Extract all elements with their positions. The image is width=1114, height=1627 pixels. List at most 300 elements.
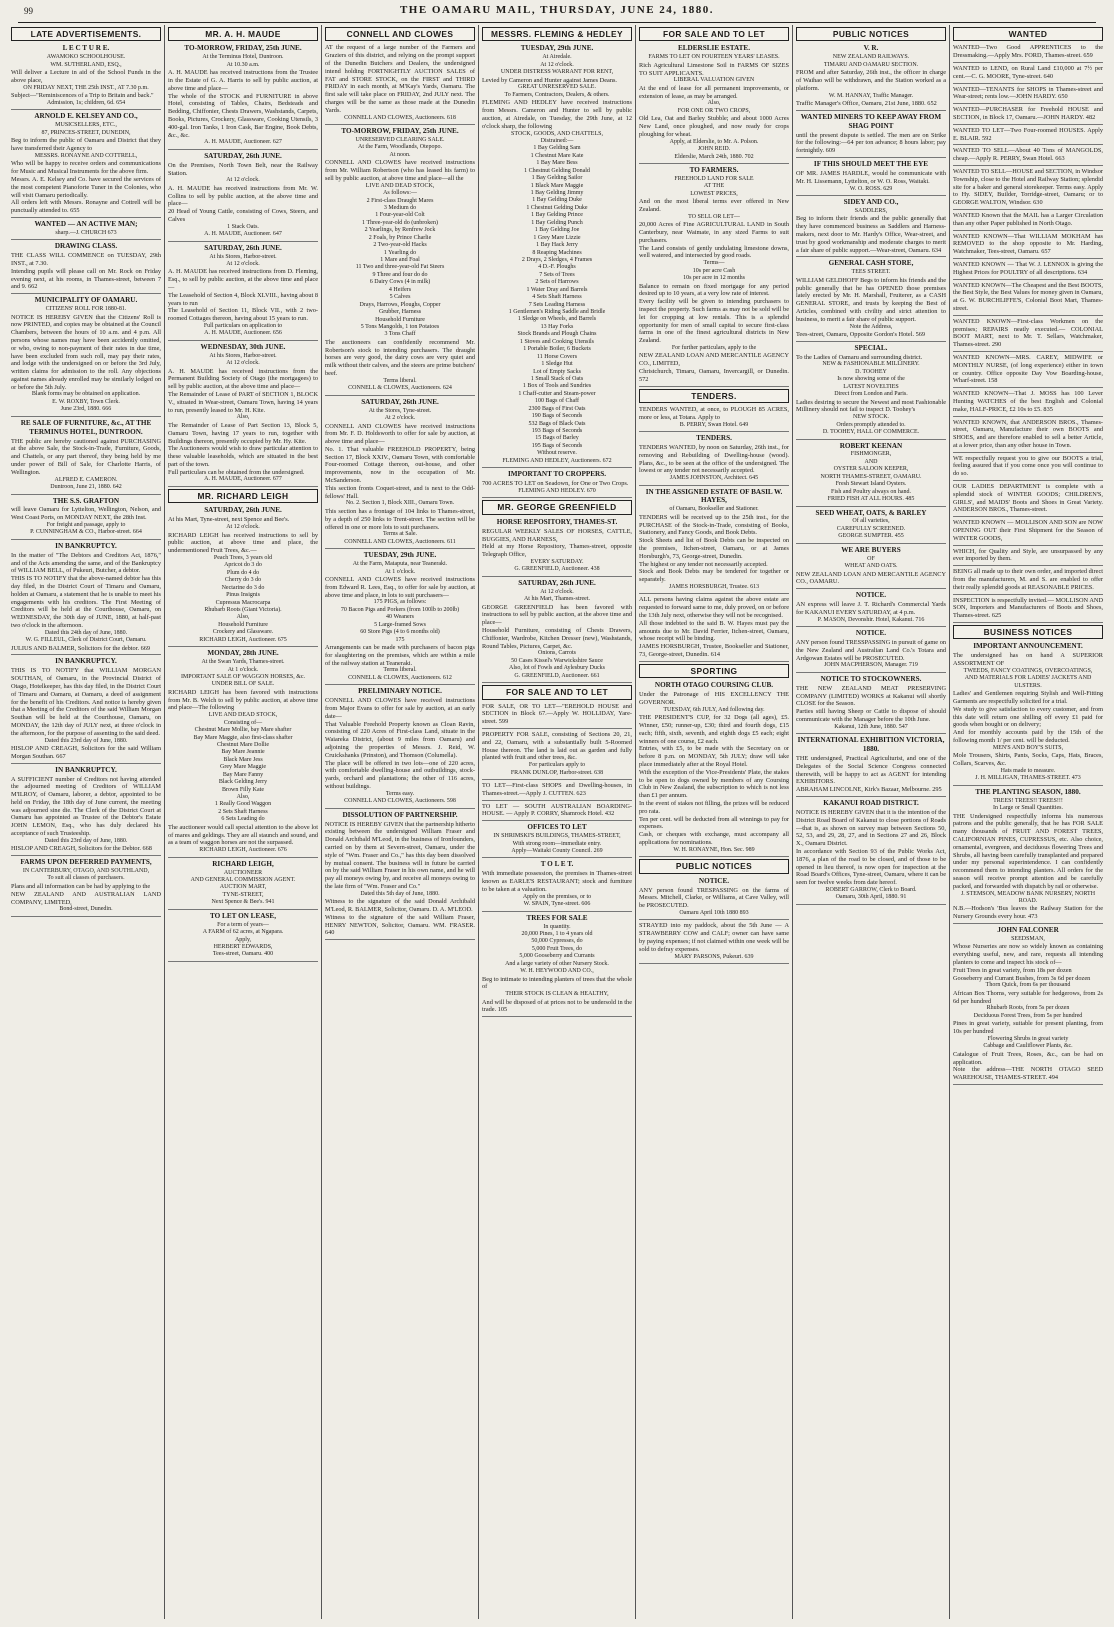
ad-line: The undersigned has on hand A SUPERIOR ASSORTMENT OF: [953, 652, 1103, 668]
ad-line: Bay Mare Fanny: [222, 771, 264, 778]
ad-line: Of all varieties,: [852, 518, 890, 525]
ad-line: OF MR. JAMES HARDLE, would he communicate with Mr. H. Lissemann, Lyttelton, or W. O. Ross, Waitaki.: [796, 170, 946, 185]
ad-line: 1 Yearling do: [383, 249, 417, 256]
ad-line: A. H. MAUDE, Auctioneer. 677: [204, 476, 282, 483]
ad-line: 87, PRINCES-STREET, DUNEDIN,: [41, 129, 131, 136]
ad-line: TENDERS WANTED, by noon on Saturday, 26th inst., for removing and Rebuilding of Dwelling-house (wood). Plans, &c., to be seen at the office of the undersigned. The lowest or any tender not necessarily accepted.: [639, 443, 789, 475]
ad-line: until the present dispute is settled. The men are on Strike for the following:—64 per ton advance; 8 hours labor; pay fortnightly. 609: [796, 131, 946, 155]
ad-line: FISHMONGER,: [850, 451, 892, 458]
ad-line: ANY person found TRESPASSING on the farms of Messrs. Mitchell, Clarke, or Williams, at Cave Valley, will be PROSECUTED.: [639, 886, 789, 910]
advertisement: [168, 860, 318, 910]
ad-line: Kakanui, 12th June, 1880. 547: [834, 723, 908, 730]
ad-line: Elderslie, March 24th, 1880. 702: [674, 153, 754, 160]
ad-title: WANTED MINERS TO KEEP AWAY FROM SHAG POINT: [800, 112, 942, 130]
ad-line: AUCTIONEER: [223, 869, 263, 876]
ad-line: This section fronts Coquet-street, and is next to the Odd-fellows' Hall.: [325, 484, 475, 500]
ad-title: MUNICIPALITY OF OAMARU.: [34, 296, 138, 305]
ad-line: A. H. MAUDE has received instructions from the Trustee in the Estate of G. A. Harris to sell by public auction, at above time and place—: [168, 69, 318, 92]
ad-line: JAMES HORSBURGH, Trustee, Bookseller and Stationer, 73, George-street, Dunedin. 614: [639, 643, 789, 659]
advertisement: [953, 788, 1103, 924]
advertisement: [953, 168, 1103, 210]
ad-line: G. GREENFIELD, Auctioneer. 661: [514, 672, 600, 679]
ad-line: Rich Agricultural Limestone Soil in FARMS OF SIZES TO SUIT APPLICANTS.: [639, 61, 789, 77]
ad-line: RICHARD LEIGH, Auctioneer. 675: [199, 636, 287, 643]
ad-line: Every facility will be given to intending purchasers to inspect the property. Such farms as may not be sold will be let for cropping at low rentals. This is a splendid opportunity for men of small capital to secure first-class farms in one of the finest agricultural districts in New Zealand.: [639, 298, 789, 345]
ad-line: NOTICE IS HEREBY GIVEN that the partnership hitherto existing between the undersigned William Fraser and Donald Archibald M'Leod, in the business of Ironfounders, carried on by them at Severn-street, Oamaru, under the style of "Wm. Fraser and Co.," has this day been dissolved by mutual consent. The business will in future be carried on by the said William Fraser in his own name, and he will pay all moneys owing by, and receive all moneys owing to the late firm of "Wm. Fraser and Co.": [325, 820, 475, 890]
advertisement: [953, 455, 1103, 481]
ad-line: The whole of the STOCK and FURNITURE in above Hotel, consisting of Tables, Chairs, Bedsteads and Bedding, Chiffonier, Chests Drawers, Washstands, Carpets, Books, Pictures, Crockery, Glassware, Cooking Utensils, 3 400-gal. Iron Tanks, 1 Iron Cask, Bar Engine, Book Debts, &c., &c.: [168, 92, 318, 139]
ad-title: MONDAY, 28th JUNE.: [207, 649, 279, 658]
advertisement: [325, 687, 475, 808]
ad-line: 3 Tons Chaff: [384, 331, 416, 338]
ad-line: D. TOOHEY, HALL OF COMMERCE.: [822, 429, 920, 436]
ad-line: Whose Nurseries are now so widely known as containing everything useful, new, and rare, requests all intending planters to come and inspect his stock of—: [953, 943, 1103, 966]
ad-line: Full particulars on application to: [203, 323, 283, 330]
advertisement: [953, 354, 1103, 388]
ad-line: RICHARD LEIGH has been favored with instructions from Mr. B. Welch to sell by public auction, at above time and place—The following: [168, 688, 318, 712]
advertisement: [11, 296, 161, 417]
ad-line: The auctioneer would call special attention to the above lot of mares and geldings. They are all staunch and sound, and as a team of waggon horses are not the surpassed.: [168, 823, 318, 847]
ad-title: IN THE ASSIGNED ESTATE OF BASIL W. HAYES,: [645, 487, 783, 505]
ad-line: This section has a frontage of 104 links to Thames-street, by a depth of 250 links to Trent-street. The section will be offered in one or more lots to suit purchasers.: [325, 507, 475, 531]
ad-line: CONNELL AND CLOWES, Auctioneers. 611: [344, 538, 456, 545]
ad-line: Dated this 23rd day of June, 1880.: [44, 737, 128, 744]
ad-line: W. G. FILLEUL, Clerk of District Court, Oamaru.: [25, 637, 147, 644]
advertisement: [953, 65, 1103, 84]
ad-line: THEIR STOCK IS CLEAN & HEALTHY,: [505, 991, 609, 998]
ad-line: WANTED KNOWN—First-class Workmen on the premises; REPAIRS neatly executed.— COLONIAL BOOT MART, next to Mr. T. Sellars, Watchmaker, Thames-street. 290: [953, 317, 1103, 349]
ad-line: sharp.—J. CHURCH 673: [55, 229, 117, 236]
ad-title: DISSOLUTION OF PARTNERSHIP.: [342, 810, 458, 819]
ad-line: MESSRS. RONAYNE AND COTTRELL,: [34, 152, 138, 159]
ad-line: Flowering Shrubs in great variety: [987, 1035, 1069, 1042]
ad-line: 6 Sets Leading do: [221, 816, 265, 823]
ad-line: TREES! TREES!! TREES!!!: [993, 797, 1063, 804]
advertisement: [953, 233, 1103, 259]
advertisement: [796, 259, 946, 341]
ad-line: A. H. MAUDE, Auctioneer. 627: [204, 139, 282, 146]
ad-line: WANTED—Two Good APPRENTICES to the Dressmaking.—Apply Mrs. FORD, Thames-street. 659: [953, 44, 1103, 60]
advertisement: [482, 914, 632, 1018]
ad-line: 20,000 Acres of Fine AGRICULTURAL LAND in South Canterbury, near Waimate, in any sized Farms to suit purchasers.: [639, 221, 789, 244]
ad-line: LIVE AND DEAD STOCK,: [365, 182, 435, 189]
ad-line: 1 Bay Gelding Sam: [533, 145, 581, 152]
ad-title: RE SALE OF FURNITURE, &c., AT THE TERMINUS HOTEL, DUNTROON.: [20, 418, 152, 436]
ad-line: At 12 o'clock.: [226, 524, 260, 531]
ad-line: 1 Mare and Foal: [380, 257, 420, 264]
advertisement: [639, 166, 789, 387]
ad-line: Full particulars can be obtained from the undersigned.: [168, 468, 305, 476]
ad-line: The Leasehold of Section 11, Block VII., with 2 two-roomed Cottages thereon, having about 15 years to run.: [168, 307, 318, 323]
ad-line: Bay Mare Jeannie: [221, 749, 265, 756]
ad-line: 70 Bacon Pigs and Porkers (from 100lb to 200lb): [340, 606, 460, 613]
ad-line: LATEST NOVELTIES: [843, 383, 899, 390]
advertisement: [482, 579, 632, 683]
ad-line: No. 2. Section 1, Block XIII., Oamaru Town.: [345, 500, 455, 507]
ad-line: EVERY SATURDAY.: [530, 558, 584, 565]
advertisement: [11, 542, 161, 656]
ad-title: L E C T U R E.: [62, 44, 110, 53]
ad-line: NOTICE IS HEREBY GIVEN that it is the intention of the District Road Board of Kakanui to close portions of Roads—that is, as shown on survey map between Sections 50, 52, 53, and 29, 28, 27, and in Sections 27 and 26, Block X., Oamaru District.: [796, 808, 946, 848]
ad-line: 532 Bags of Black Oats: [528, 420, 586, 427]
ad-line: At his Mart, Tyne-street, next Spence and Bee's.: [168, 516, 290, 524]
ad-line: 2 First-class Draught Mares: [366, 197, 434, 204]
ad-line: Apricot do 3 do: [224, 562, 262, 569]
ad-title: THE PLANTING SEASON, 1880.: [975, 787, 1081, 796]
ad-line: WM. SUTHERLAND, ESQ.,: [50, 61, 122, 68]
ad-title: SATURDAY, 26th JUNE.: [204, 151, 282, 160]
ad-line: GREAT UNRESERVED SALE.: [518, 84, 596, 91]
ad-line: STRAYED into my paddock, about the 5th June — A STRAWBERRY COW and CALF; owner can have same by paying expenses; if not claimed within one week will be sold to defray expenses.: [639, 922, 789, 953]
ad-line: AT THE: [703, 183, 725, 190]
ad-line: 10s per acre in 12 months: [683, 275, 745, 282]
ad-title: IN BANKRUPTCY.: [55, 541, 117, 550]
ad-line: NEW STOCK.: [852, 414, 890, 421]
advertisement: [325, 551, 475, 685]
ad-title: PRELIMINARY NOTICE.: [358, 687, 442, 696]
ad-line: 1 Grey Mare Lizzie: [533, 234, 581, 241]
column-3: [322, 25, 479, 1619]
ad-line: 1 Water Dray and Barrels: [526, 286, 588, 293]
ad-line: Stock Sheets and list of Book Debts can be inspected on the premises, Itchen-street, Oamaru, or at James Horsburgh's, 73, George-street, Dunedin.: [639, 537, 789, 560]
ad-line: WE respectfully request you to give our BOOTS a trial, feeling assured that if you come once you will continue to do so.: [953, 454, 1103, 478]
ad-line: WANTED KNOWN—MRS. CAREY, MIDWIFE or MONTHLY NURSE, (of long experience) either in town or country. Office opposite Day Vow Boarding-house, Wharf-street. 158: [953, 353, 1103, 385]
advertisement: [325, 44, 475, 125]
ad-line: For further particulars, apply to the: [671, 344, 757, 351]
ad-line: CONNELL AND CLOWES have received instructions from Mr. F. D. Holdsworth to offer for sale by auction, at above time and place—: [325, 422, 475, 446]
advertisement: [482, 44, 632, 468]
ad-line: 7 Sets of Trees: [539, 271, 575, 278]
ad-line: To Farmers, Contractors, Dealers, & others.: [504, 91, 610, 98]
ad-line: REGULAR WEEKLY SALES OF HORSES, CATTLE, BUGGIES, AND HARNESS,: [482, 527, 632, 543]
ad-title: IMPORTANT ANNOUNCEMENT.: [973, 642, 1083, 651]
ad-line: With immediate possession, the premises in Thames-street known as EARLE'S RESTAURANT; stock and furniture to be taken at a valuation.: [482, 870, 632, 893]
ad-line: CONNELL AND CLOWES have received instructions from Major Evans to offer for sale by auction, at an early date—: [325, 697, 475, 720]
ad-title: WANTED — AN ACTIVE MAN;: [34, 219, 138, 228]
ad-line: In the event of stakes not filling, the prizes will be reduced pro rata.: [639, 799, 789, 815]
ad-title: THE S.S. GRAFTON: [52, 496, 120, 505]
ad-line: Dated this 23rd day of June, 1880.: [44, 837, 128, 844]
ad-line: W. H. RONAYNE, Hon. Sec. 989: [673, 846, 755, 853]
advertisement: [639, 44, 789, 164]
ad-line: Onions, Carrots: [538, 650, 576, 657]
ad-line: Dated this 5th day of June, 1880.: [360, 890, 440, 897]
ad-line: INSPECTION is respectfully invited.— MOLLISON AND SON, Importers and Manufacturers of Boots and Shoes, Thames-street. 625: [953, 596, 1103, 620]
ad-line: African Box Thorns, very suitable for hedgerows, from 2s 6d per hundred: [953, 989, 1103, 1005]
ad-line: CONNELL AND CLOWES have received instructions from Mr. William Robertson (who has leased his farm) to sell by public auction, at above time and place—all the: [325, 159, 475, 182]
ad-line: WANTED TO SELL—HOUSE and SECTION, in Windsor Township, close to the Hotel and Railway Station; splendid site for a baker and general storekeeper. Terms easy. Apply to Hy. SIDEY, Builder, Torridge-street, Oamaru; or to GEORGE WALTON, Windsor. 630: [953, 167, 1103, 207]
ad-line: 1 Bay Gelding Duke: [532, 197, 582, 204]
ad-line: Chestnut Mare Dollie: [217, 741, 269, 748]
ad-line: And for monthly accounts paid by the 15th of the following month 1/ per cent. will be deducted.: [953, 729, 1103, 745]
section-header: MR. RICHARD LEIGH: [168, 489, 318, 503]
ad-line: 2 Drays, 2 Sledges, 4 Frames: [521, 256, 593, 263]
ad-line: 2300 Bags of First Oats: [528, 405, 586, 412]
ad-line: Intending pupils will please call on Mr. Rock on Friday evening next, at his rooms, in Thames-street, between 7 and 9. 662: [11, 267, 161, 291]
ad-line: Cash, or cheques with exchange, must accompany all applications for nominations.: [639, 831, 789, 846]
advertisement: [796, 591, 946, 627]
advertisement: [168, 506, 318, 647]
ad-line: 1 Bay Gelding Joe: [534, 227, 580, 234]
ad-line: NEW ZEALAND LOAN AND MERCANTILE AGENCY CO., OAMARU.: [796, 570, 946, 586]
ad-line: TENDERS will be received up to the 25th inst., for the PURCHASE of the Stock-in-Trade, consisting of Books, Stationery, and Fancy Goods, and Book Debts.: [639, 513, 789, 537]
column-5: [636, 25, 793, 1619]
ad-line: 1 Gentlemen's Riding Saddle and Bridle: [508, 309, 606, 316]
section-header: SPORTING: [639, 664, 789, 678]
ad-line: 5 Tons Mangolds, 1 ton Potatoes: [360, 323, 440, 330]
advertisement: [796, 198, 946, 257]
ad-line: FLEMING AND HEDLEY have received instructions from Messrs. Cameron and Hunter to sell by public auction, at Airedale, on Tuesday, the 29th June, at 12 o'clock sharp, the following: [482, 99, 632, 130]
ad-line: JAMES JOHNSTON, Architect. 645: [669, 475, 759, 482]
ad-line: At 12 o'clock.: [226, 360, 260, 367]
ad-line: TO SELL OR LET—: [688, 213, 740, 220]
ad-line: A. H. MAUDE has received instructions from the Permanent Building Society of Otago (the mortgagees) to sell by public auction, at the above time and place—: [168, 367, 318, 391]
ad-line: will leave Oamaru for Lyttelton, Wellington, Nelson, and West Coast Ports, on MONDAY NEXT, the 28th Inst.: [11, 506, 161, 522]
ad-line: 175 PIGS, as follows:: [373, 599, 427, 606]
ad-line: Will deliver a Lecture in aid of the School Funds in the above place,: [11, 69, 161, 85]
ad-line: Witness to the signature of the said Donald Archibald M'Leod, R. BALMER, Solicitor, Oamaru. D. A. M'LEOD.: [325, 898, 475, 913]
ad-title: NOTICE TO STOCKOWNERS.: [820, 674, 922, 683]
advertisement: [168, 44, 318, 149]
ad-line: W. H. HEYWOOD AND CO.,: [520, 968, 594, 975]
ad-line: Christchurch, Timaru, Oamaru, Invercargill, or Dunedin. 572: [639, 367, 789, 383]
ad-line: TO LET — SOUTH AUSTRALIAN BOARDING-HOUSE. — Apply P. CORRY, Shamrock Hotel. 432: [482, 802, 632, 818]
ad-line: Terms liberal.: [383, 667, 417, 674]
ad-line: 195 Bags of Seconds: [531, 442, 583, 449]
ad-line: Note the Address,: [849, 323, 893, 330]
ad-line: ON FRIDAY NEXT, THE 25th INST., AT 7.30 p.m.: [23, 84, 149, 91]
ad-title: IMPORTANT TO CROPPERS.: [507, 470, 607, 479]
ad-line: JAMES HORSBURGH, Trustee. 613: [668, 584, 760, 590]
ad-line: P. CUNNINGHAM & CO., Harbor-street. 664: [30, 529, 142, 536]
ad-line: In Large or Small Quantities.: [992, 805, 1064, 812]
ad-line: Ten per cent. will be deducted from all winnings to pay for expenses.: [639, 815, 789, 831]
advertisement: [11, 419, 161, 495]
ad-line: All orders left with Messrs. Ronayne and Cottrell will be punctually attended to. 655: [11, 199, 161, 215]
section-header: FOR SALE AND TO LET: [639, 27, 789, 41]
section-header: PUBLIC NOTICES: [796, 27, 946, 41]
advertisement: [482, 803, 632, 822]
ad-line: For a term of years—: [217, 921, 269, 928]
ad-line: Mole Trousers, Shirts, Pants, Socks, Caps, Hats, Braces, Collars, Scarves, &c.: [953, 752, 1103, 768]
advertisement: [11, 766, 161, 857]
ad-line: As follows:—: [383, 190, 417, 197]
advertisement: [796, 344, 946, 440]
ad-line: To suit all classes of purchasers.: [47, 875, 125, 882]
ad-line: And on the most liberal terms ever offered in New Zealand.: [639, 198, 789, 214]
ad-line: FLEMING AND HEDLEY, Auctioneers. 672: [502, 457, 612, 464]
ad-line: WANTED Known that the MAIL has a Larger Circulation than any other Paper published in North Otago.: [953, 211, 1103, 227]
ad-title: SATURDAY, 26th JUNE.: [204, 506, 282, 515]
ad-line: Pinus Insignis: [226, 592, 260, 599]
ad-line: Ladies' and Gentlemen requiring Stylish and Well-Fitting Garments are respectfully solicited for a trial.: [953, 690, 1103, 706]
column-6: [793, 25, 950, 1619]
page-number: 99: [24, 6, 33, 16]
ad-line: AT the request of a large number of the Farmers and Graziers of this district, and relying on the prompt support of the Dunedin Butchers and Dealers, the undersigned intend holding FORTNIGHTLY AUCTION SALES of FAT and STORE STOCK, on the FIRST and THIRD FRIDAY in each month, at M'Kay's Yards, Oamaru. The first sale will take place on FRIDAY, 2nd JULY next. The charges will be the same as those made at the Dunedin Yards.: [325, 44, 475, 114]
ad-line: Arrangements can be made with purchasers of bacon pigs for slaughtering on the premises, which are within a mile of the railway station at Teaneraki.: [325, 643, 475, 667]
ad-line: Drays, Harrows, Ploughs, Copper: [359, 301, 441, 308]
ad-line: A FARM of 62 acres, at Ngapara.: [202, 929, 284, 936]
ad-line: Consisting of—: [223, 719, 263, 726]
ad-line: Plum do 4 do: [226, 569, 260, 576]
ad-line: At 12 o'clock.: [226, 261, 260, 267]
ad-title: TO LET ON LEASE,: [209, 911, 277, 920]
ad-line: At noon.: [389, 151, 411, 158]
ad-title: TO-MORROW, FRIDAY, 25th JUNE.: [184, 44, 302, 53]
advertisement: [796, 675, 946, 734]
advertisement: [953, 318, 1103, 352]
ad-line: 2 Foals, by Prince Charlie: [368, 234, 432, 241]
ad-line: 1 Stoves and Cooking Utensils: [519, 338, 594, 345]
advertisement: [168, 343, 318, 487]
ad-line: CAREFULLY SCREENED.: [836, 525, 906, 532]
advertisement: [168, 152, 318, 242]
advertisement: [482, 823, 632, 858]
section-header: BUSINESS NOTICES: [953, 625, 1103, 639]
ad-line: 1 Chestnut Gelding Duke: [526, 204, 588, 211]
ad-line: 60 Store Pigs (4 to 6 months old): [360, 629, 440, 636]
ad-line: Beg to intimate to intending planters of trees that the whole of: [482, 975, 632, 991]
ad-line: Apply—Waitaki County Council. 269: [511, 847, 603, 854]
ad-line: 1 Stack Oats.: [227, 223, 259, 230]
ad-line: Also,: [236, 614, 250, 621]
ad-line: THE Undersigned respectfully informs his numerous patrons and the public generally, that he has FOR SALE many thousands of FRUIT AND FOREST TREES, CALIFORNIAN PINES, CUPRESSUS, etc. Also choice, ornamental, evergreen, and deciduous flowering Trees and Shrubs, all having been carefully transplanted and prepared under my personal superintendence. I can confidently recommend them to intending planters. All orders for the season will receive prompt attention and be carefully packed, and forwarded with dispatch by rail or otherwise.: [953, 812, 1103, 890]
ad-line: FLEMING AND HEDLEY. 670: [518, 487, 596, 494]
section-header: MR. A. H. MAUDE: [168, 27, 318, 41]
ad-line: LIVE AND DEAD STOCK,: [208, 712, 278, 719]
ad-line: To the Ladies of Oamaru and surrounding district.: [796, 353, 923, 361]
advertisement: [953, 212, 1103, 231]
ad-line: 3 Medium do: [383, 204, 417, 211]
advertisement: [953, 44, 1103, 63]
ad-line: Pines in great variety, suitable for present planting, from 10s per hundred: [953, 1020, 1103, 1036]
ad-title: ROBERT KEENAN: [839, 441, 903, 450]
advertisement: [482, 518, 632, 577]
ad-title: IF THIS SHOULD MEET THE EYE: [813, 160, 929, 169]
ad-line: Peach Trees, 3 years old: [213, 554, 273, 561]
ad-line: RICHARD LEIGH has received instructions to sell by public auction, at above time and place, the undermentioned Fruit Trees, &c.—: [168, 531, 318, 555]
ad-line: Also, lot of Fowls and Aylesbury Ducks: [509, 665, 605, 672]
ad-line: 4 Heifers: [388, 286, 412, 293]
ad-title: DRAWING CLASS.: [54, 242, 118, 251]
ad-line: Held at my Horse Repository, Thames-street, opposite Telegraph Office,: [482, 543, 632, 559]
advertisement: [796, 546, 946, 589]
ad-line: HISLOP AND CREAGH, Solicitors for the said William Morgan Southan. 667: [11, 744, 161, 760]
ad-line: Thorn Quick, from 6s per thousand: [985, 982, 1071, 989]
ad-line: At the Terminus Hotel, Duntroon.: [202, 54, 284, 61]
ad-line: Tees-street, Oamaru, Opposite Gordon's Hotel. 569: [796, 330, 926, 338]
ad-line: Catalogue of Fruit Trees, Roses, &c., can be had on application.: [953, 1050, 1103, 1066]
advertisement: [953, 261, 1103, 280]
ad-line: 1 Bay Gelding Sailor: [531, 175, 583, 182]
advertisement: [953, 282, 1103, 316]
ad-title: T O L E T.: [540, 860, 574, 869]
ad-line: E. W. ROXBY, Town Clerk.: [52, 398, 120, 405]
ad-line: WANTED—TENANTS for SHOPS in Thames-street and Wear-street; rents low.—JOHN HARDY. 650: [953, 85, 1103, 101]
ad-line: Terms easy.: [385, 790, 415, 797]
ad-line: Lot of Empty Sacks: [533, 368, 581, 375]
ad-title: TUESDAY, 29th JUNE.: [363, 551, 437, 560]
ad-line: For freight and passage, apply to: [46, 522, 126, 529]
ad-line: JOHN MACPHERSON, Manager. 719: [824, 662, 918, 669]
ad-line: MARY PARSONS, Pukeuri. 639: [674, 953, 754, 960]
ad-line: A. H. MAUDE has received instructions from Mr. W. Collins to sell by public auction, at the above time and place—: [168, 184, 318, 208]
advertisement: [953, 419, 1103, 453]
ad-line: With strong room—immediate entry.: [512, 840, 602, 847]
column-4: [479, 25, 636, 1619]
ad-line: Also,: [236, 794, 250, 801]
advertisement: [953, 548, 1103, 567]
ad-line: W. M. HANNAY, Traffic Manager.: [828, 92, 914, 99]
ad-line: Crockery and Glassware.: [212, 629, 274, 636]
ad-line: At 12 o'clock.: [540, 588, 574, 595]
ad-title: WEDNESDAY, 30th JUNE.: [200, 342, 286, 351]
advertisement: [953, 483, 1103, 517]
ad-line: TIMARU AND OAMARU SECTION.: [823, 61, 919, 68]
ad-title: V. R.: [863, 44, 879, 53]
advertisement: [325, 811, 475, 941]
advertisement: [796, 113, 946, 158]
advertisement: [953, 568, 1103, 594]
ad-line: The Land consists of gently undulating limestone downs, well watered, and intersected by good roads.: [639, 244, 789, 260]
ad-line: Without reserve.: [537, 450, 577, 457]
ad-line: Direct from London and Paris.: [834, 391, 908, 398]
ad-line: ABRAHAM LINCOLNE, Kirk's Bazaar, Melbourne. 295: [796, 786, 942, 794]
ad-line: WILLIAM GELDHOFF Begs to inform his friends and the public generally that he has OPENED those premises lately erected by Mr. H. Marshall, Fruiterer, as a CASH GENERAL STORE, and trusts by keeping the Best of Articles, combined with civility and strict attention to business, to merit a fair share of public support.: [796, 276, 946, 323]
advertisement: [168, 649, 318, 857]
ad-line: FREEHOLD LAND FOR SALE: [674, 175, 754, 182]
ad-line: AND GENERAL COMMISSION AGENT.: [190, 876, 296, 883]
ad-line: LOWEST PRICES,: [690, 190, 738, 197]
ad-line: 1 Black Mare Maggie: [530, 182, 584, 189]
ad-title: OFFICES TO LET: [527, 823, 587, 832]
ad-line: 50 Cases Kissel's Warwickshire Sauce: [511, 657, 603, 664]
ad-line: FOR SALE, OR TO LET—"EREHOLD HOUSE and SECTION in Block 67.—Apply W. HOLLIDAY, Yare-street. 599: [482, 702, 632, 726]
ad-line: IMPORTANT SALE OF WAGGON HORSES, &c.: [180, 673, 306, 680]
ad-line: CONNELL & CLOWES, Auctioneers. 612: [348, 674, 452, 681]
advertisement: [796, 736, 946, 797]
ad-title: NOTICE.: [855, 591, 887, 600]
ad-title: FARMS UPON DEFERRED PAYMENTS,: [20, 858, 152, 867]
ad-line: WANTED KNOWN — MOLLISON AND SON are NOW OPENING OUT their First Shipment for the Season of WINTER GOODS,: [953, 519, 1103, 542]
ad-line: 11 Two and three-year-old Fat Steers: [355, 264, 445, 271]
ad-line: WANTED KNOWN—The Cheapest and the Best BOOTS, the Best Style, the Best Values for money given in Oamaru, at G. W. BURCHLIFFE'S, Colonial Boot Mart, Thames-street.: [953, 281, 1103, 312]
ad-line: CONNELL AND CLOWES, Auctioneers. 598: [344, 798, 456, 805]
ad-line: And a large variety of other Nursery Stock.: [505, 960, 609, 967]
ad-line: SADDLERS,: [854, 207, 888, 214]
ad-line: Apply on the premises, or to: [522, 893, 592, 900]
ad-title: GENERAL CASH STORE,: [828, 259, 914, 268]
ad-line: Bond-street, Dunedin.: [59, 906, 113, 913]
ad-line: Hats made to measure.: [1000, 767, 1056, 774]
ad-line: of Oamaru, Bookseller and Stationer.: [669, 506, 759, 513]
ad-line: 1 Sledge Hut: [541, 361, 573, 368]
ad-title: SEED WHEAT, OATS, & BARLEY: [815, 508, 927, 517]
advertisement: [953, 390, 1103, 416]
ad-line: Also,: [236, 414, 250, 421]
ad-line: At 12 o'clock.: [226, 177, 260, 184]
ad-line: N.B.—Hodson's 'Bus leaves the Railway Station for the Nursery Grounds every hour. 473: [953, 905, 1103, 921]
ad-line: Under the Patronage of HIS EXCELLENCY THE GOVERNOR.: [639, 691, 789, 706]
advertisement: [796, 160, 946, 196]
advertisement: [953, 127, 1103, 146]
ad-line: 1 Bay Gelding Punch: [531, 219, 583, 226]
ad-line: 20 Head of Young Cattle, consisting of Cows, Steers, and Calves: [168, 208, 318, 223]
ad-line: Beg to inform the public of Oamaru and District that they have transferred their Agency to: [11, 137, 161, 153]
ad-line: 15 Bags of Barley: [535, 435, 579, 442]
ad-line: TYNE-STREET,: [222, 891, 264, 898]
ad-line: Next Spence & Bee's. 941: [211, 899, 275, 906]
